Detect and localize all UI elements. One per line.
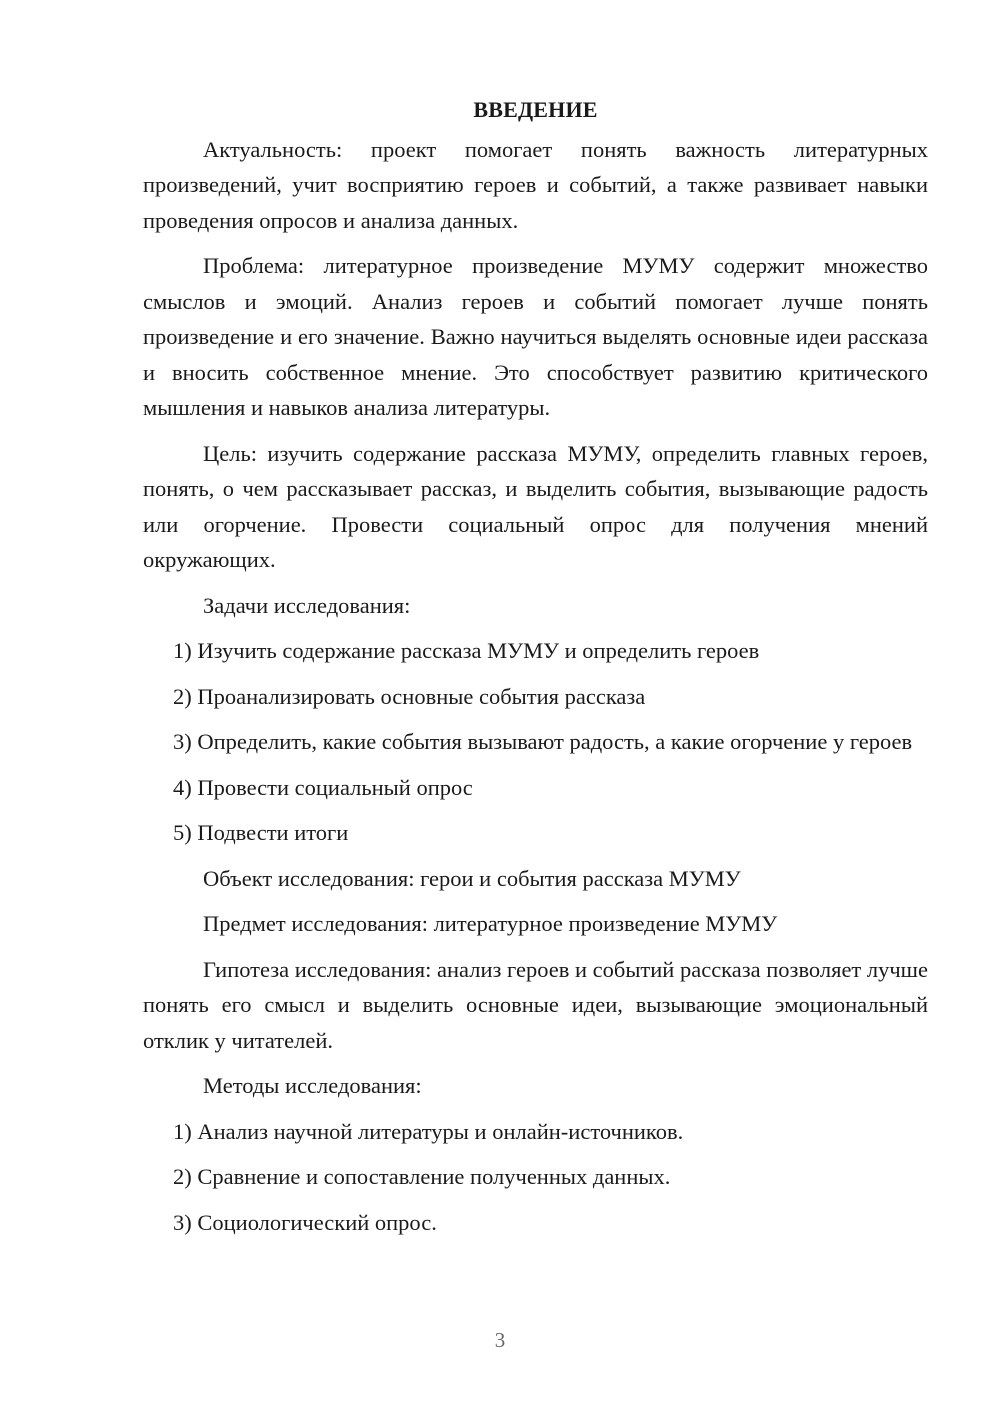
task-item: 1) Изучить содержание рассказа МУМУ и определить героев bbox=[173, 638, 760, 663]
task-item: 3) Определить, какие события вызывают радость, а какие огорчение у героев bbox=[173, 729, 913, 754]
task-item: 2) Проанализировать основные события рассказа bbox=[173, 683, 646, 709]
tasks-list bbox=[143, 633, 928, 851]
problem-paragraph: Проблема: литературное произведение МУМУ содержит множество смыслов и эмоций. Анализ героев и событий помогает лучше понять произведение и его значение. Важно научиться выделять основные идеи рассказа и вносить собственное мнение. Это способствует развитию критического мышления и навыков анализа литературы. bbox=[143, 253, 928, 420]
document-page bbox=[143, 92, 928, 1250]
research-object: Объект исследования: герои и события рассказа МУМУ bbox=[203, 865, 741, 891]
section-title: ВВЕДЕНИЕ bbox=[473, 97, 598, 122]
method-item: 1) Анализ научной литературы и онлайн-источников. bbox=[173, 1118, 684, 1144]
page-number: 3 bbox=[494, 1328, 506, 1352]
relevance-paragraph: Актуальность: проект помогает понять важность литературных произведений, учит восприятию героев и событий, а также развивает навыки проведения опросов и анализа данных. bbox=[143, 136, 928, 233]
task-item: 5) Подвести итоги bbox=[173, 820, 349, 845]
research-subject: Предмет исследования: литературное произведение МУМУ bbox=[203, 911, 778, 936]
methods-list bbox=[143, 1114, 928, 1241]
method-item: 3) Социологический опрос. bbox=[173, 1209, 437, 1235]
methods-heading: Методы исследования: bbox=[203, 1073, 422, 1098]
goal-paragraph: Цель: изучить содержание рассказа МУМУ, определить главных героев, понять, о чем рассказывает рассказ, и выделить события, вызывающие радость или огорчение. Провести социальный опрос для получения мнений окружающих. bbox=[143, 440, 928, 572]
hypothesis-paragraph: Гипотеза исследования: анализ героев и событий рассказа позволяет лучше понять его смысл и выделить основные идеи, вызывающие эмоциональный отклик у читателей. bbox=[143, 956, 928, 1053]
task-item: 4) Провести социальный опрос bbox=[173, 774, 473, 800]
tasks-heading: Задачи исследования: bbox=[203, 592, 411, 618]
method-item: 2) Сравнение и сопоставление полученных данных. bbox=[173, 1164, 671, 1189]
